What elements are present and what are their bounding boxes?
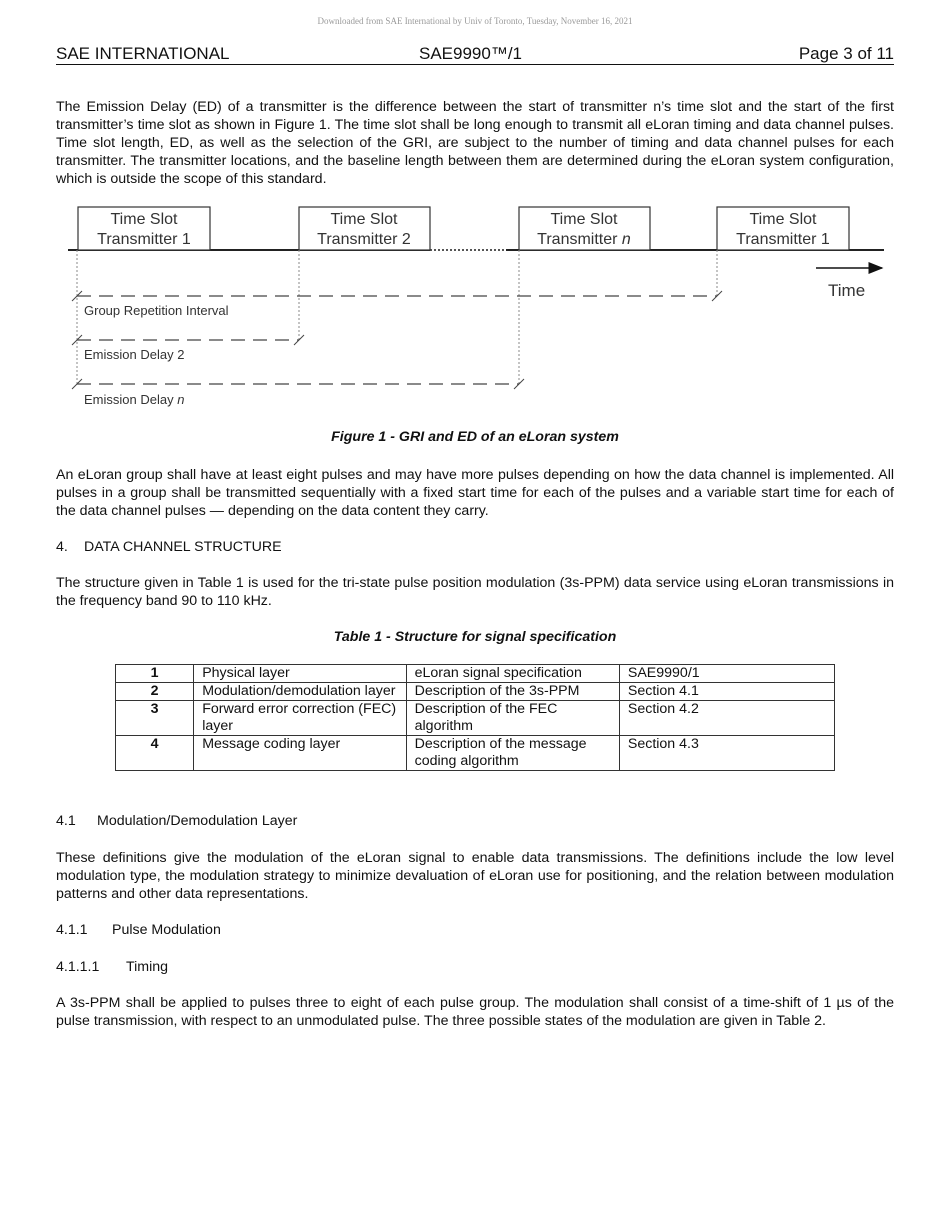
section-title: Modulation/Demodulation Layer	[97, 813, 298, 829]
table-row	[116, 683, 835, 701]
reference-cell: Section 4.3	[619, 736, 834, 771]
section-title: Pulse Modulation	[112, 922, 221, 938]
page-header	[56, 44, 894, 65]
time-label: Time	[828, 281, 866, 300]
table-caption: Table 1 - Structure for signal specification	[333, 629, 617, 645]
edn-tick	[514, 379, 524, 389]
section-number: 4.1.1	[56, 922, 88, 938]
section-heading-4-1	[56, 812, 297, 830]
slot-box-n	[519, 207, 650, 250]
slot-2-line1: Time Slot	[330, 211, 398, 228]
description-cell: Description of the message coding algorithm	[406, 736, 619, 771]
description-cell: Description of the 3s-PPM	[406, 683, 619, 701]
paragraph-modulation-definitions: These definitions give the modulation of the eLoran signal to enable data transmissions. The definitions include the low level modulation type, the modulation strategy to minimize devaluation of eLoran use for positioning, and the relation between modulation patterns and other data representations.	[56, 850, 894, 902]
slot-2-line2: Transmitter 2	[317, 231, 411, 248]
description-cell: eLoran signal specification	[406, 665, 619, 683]
section-title: DATA CHANNEL STRUCTURE	[84, 539, 282, 555]
layer-name-cell: Modulation/demodulation layer	[194, 683, 406, 701]
slot-next-1-line2: Transmitter 1	[736, 231, 830, 248]
layer-name-cell: Forward error correction (FEC) layer	[194, 701, 406, 736]
figure-caption: Figure 1 - GRI and ED of an eLoran system	[331, 429, 619, 445]
slot-1-line2: Transmitter 1	[97, 231, 191, 248]
header-org: SAE INTERNATIONAL	[56, 44, 230, 63]
figure-gri-ed-diagram	[56, 200, 896, 415]
section-heading-4-1-1-1	[56, 958, 168, 976]
table-row	[116, 736, 835, 771]
slot-n-line1: Time Slot	[550, 211, 618, 228]
ed2-tick	[294, 335, 304, 345]
paragraph-emission-delay: The Emission Delay (ED) of a transmitter is the difference between the start of transmitter n’s time slot and the start of the first transmitter’s time slot as shown in Figure 1. The time slot shall be long enough to transmit all eLoran timing and data channel pulses. Time slot length, ED, as well as the selection of the GRI, are subject to the number of timing and data channel pulses for each transmitter. The transmitter locations, and the baseline length between them are determined during the eLoran system configuration, which is outside the scope of this standard.	[56, 99, 894, 187]
description-cell: Description of the FEC algorithm	[406, 701, 619, 736]
section-heading-4-1-1	[56, 921, 221, 939]
section-number: 4.	[56, 539, 68, 555]
structure-table	[115, 664, 835, 771]
download-watermark: Downloaded from SAE International by Univ of Toronto, Tuesday, November 16, 2021	[317, 16, 633, 26]
paragraph-structure: The structure given in Table 1 is used for the tri-state pulse position modulation (3s-PPM) data service using eLoran transmissions in the frequency band 90 to 110 kHz.	[56, 575, 894, 609]
ed2-label: Emission Delay 2	[84, 347, 185, 362]
layer-number-cell: 2	[116, 683, 194, 701]
section-number: 4.1	[56, 813, 76, 829]
reference-cell: SAE9990/1	[619, 665, 834, 683]
layer-name-cell: Physical layer	[194, 665, 406, 683]
slot-next-1-line1: Time Slot	[749, 211, 817, 228]
layer-number-cell: 4	[116, 736, 194, 771]
layer-name-cell: Message coding layer	[194, 736, 406, 771]
edn-label: Emission Delay n	[84, 392, 185, 407]
header-doc-id: SAE9990™/1	[419, 44, 523, 63]
table-row	[116, 665, 835, 683]
section-number: 4.1.1.1	[56, 959, 100, 975]
slot-box-1	[78, 207, 210, 250]
slot-box-next-1	[717, 207, 849, 250]
gri-label: Group Repetition Interval	[84, 303, 229, 318]
layer-number-cell: 1	[116, 665, 194, 683]
section-title: Timing	[126, 959, 169, 975]
slot-1-line1: Time Slot	[110, 211, 178, 228]
paragraph-timing: A 3s-PPM shall be applied to pulses three to eight of each pulse group. The modulation shall consist of a time-shift of 1 µs of the pulse transmission, with respect to an unmodulated pulse. The three possible states of the modulation are given in Table 2.	[56, 995, 894, 1029]
gri-tick	[712, 291, 722, 301]
header-page-number: Page 3 of 11	[798, 44, 894, 63]
section-heading-4	[56, 538, 282, 556]
slot-box-2	[299, 207, 430, 250]
slot-n-line2: Transmitter n	[537, 231, 631, 248]
layer-number-cell: 3	[116, 701, 194, 736]
table-row	[116, 701, 835, 736]
reference-cell: Section 4.2	[619, 701, 834, 736]
paragraph-eloran-group: An eLoran group shall have at least eight pulses and may have more pulses depending on how the data channel is implemented. All pulses in a group shall be transmitted sequentially with a fixed start time for each of the pulses and a variable start time for each of the data channel pulses — depending on the data content they carry.	[56, 467, 894, 519]
reference-cell: Section 4.1	[619, 683, 834, 701]
